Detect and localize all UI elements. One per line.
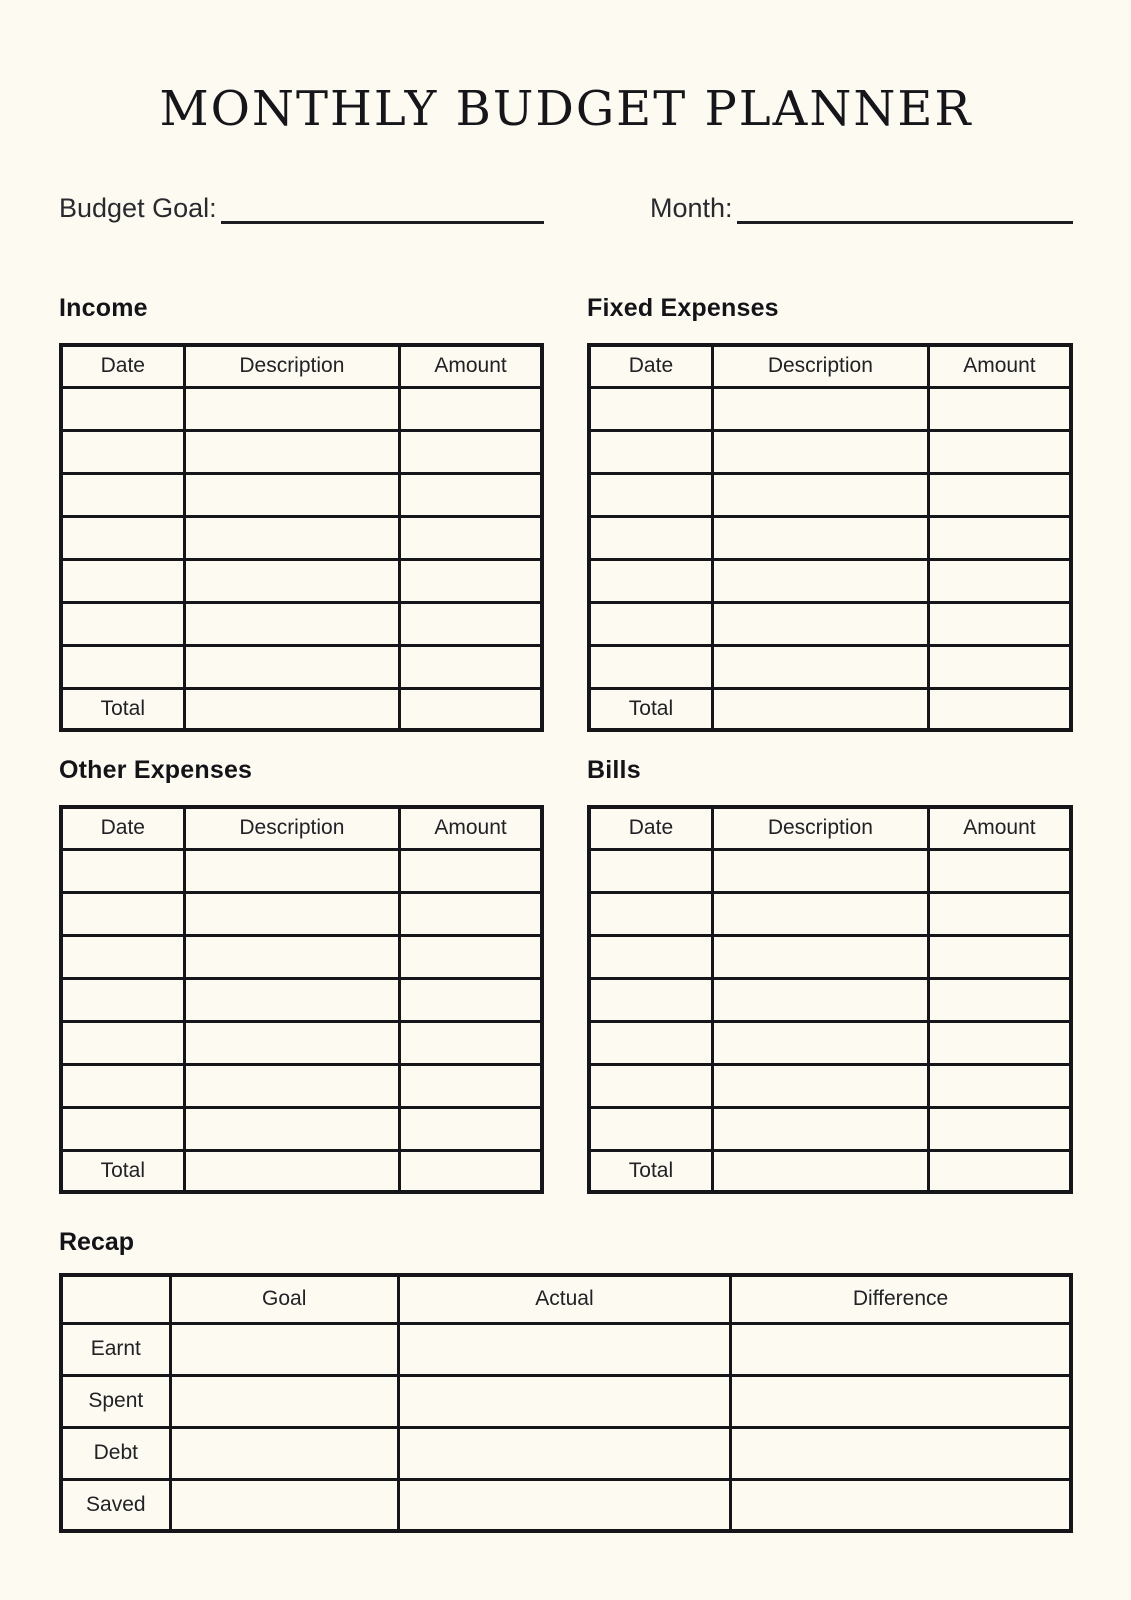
empty-cell[interactable] <box>928 935 1071 978</box>
fixed-expenses-header-row <box>589 345 1071 387</box>
empty-cell[interactable] <box>400 430 542 473</box>
band-other-bills <box>59 732 1073 1194</box>
column-header-goal: Goal <box>170 1275 398 1323</box>
empty-row <box>589 1064 1071 1107</box>
other-expenses-section <box>59 732 544 1194</box>
income-table <box>59 343 544 732</box>
empty-cell[interactable] <box>170 1479 398 1531</box>
empty-row <box>589 559 1071 602</box>
empty-cell[interactable] <box>928 1064 1071 1107</box>
empty-cell[interactable] <box>398 1479 730 1531</box>
total-description-cell[interactable] <box>184 1150 399 1192</box>
empty-cell[interactable] <box>589 387 712 430</box>
empty-cell[interactable] <box>184 602 399 645</box>
empty-cell[interactable] <box>61 1021 184 1064</box>
empty-cell[interactable] <box>589 1064 712 1107</box>
empty-cell[interactable] <box>928 645 1071 688</box>
empty-cell[interactable] <box>731 1323 1071 1375</box>
empty-cell[interactable] <box>731 1427 1071 1479</box>
other-expenses-header-row <box>61 807 542 849</box>
empty-cell[interactable] <box>184 935 399 978</box>
empty-cell[interactable] <box>61 978 184 1021</box>
empty-cell[interactable] <box>184 516 399 559</box>
column-header-date: Date <box>61 345 184 387</box>
empty-cell[interactable] <box>589 602 712 645</box>
empty-row <box>61 645 542 688</box>
empty-row <box>589 516 1071 559</box>
empty-row <box>589 430 1071 473</box>
column-header-description: Description <box>712 807 928 849</box>
empty-row <box>589 387 1071 430</box>
income-heading: Income <box>59 294 148 322</box>
column-header-date: Date <box>61 807 184 849</box>
empty-cell[interactable] <box>928 387 1071 430</box>
empty-row <box>61 1064 542 1107</box>
empty-cell[interactable] <box>712 559 928 602</box>
recap-row-earnt <box>61 1323 1071 1375</box>
column-header-amount: Amount <box>928 807 1071 849</box>
empty-row <box>61 516 542 559</box>
empty-cell[interactable] <box>589 892 712 935</box>
empty-row <box>61 559 542 602</box>
empty-cell[interactable] <box>184 387 399 430</box>
bills-section <box>587 732 1073 1194</box>
month-field <box>587 187 1073 224</box>
empty-cell[interactable] <box>589 645 712 688</box>
empty-cell[interactable] <box>589 849 712 892</box>
recap-row-label: Saved <box>61 1479 170 1531</box>
empty-cell[interactable] <box>589 978 712 1021</box>
empty-cell[interactable] <box>61 849 184 892</box>
column-header-amount: Amount <box>928 345 1071 387</box>
bills-table <box>587 805 1073 1194</box>
income-section <box>59 296 544 732</box>
total-label-cell: Total <box>61 688 184 730</box>
fixed-expenses-section <box>587 296 1073 732</box>
column-header-date: Date <box>589 345 712 387</box>
column-header-amount: Amount <box>400 807 542 849</box>
bills-total-row <box>589 1150 1071 1192</box>
empty-cell[interactable] <box>712 602 928 645</box>
total-amount-cell[interactable] <box>400 1150 542 1192</box>
recap-row-label: Debt <box>61 1427 170 1479</box>
empty-cell[interactable] <box>589 1107 712 1150</box>
fixed-expenses-total-row <box>589 688 1071 730</box>
recap-header-row <box>61 1275 1071 1323</box>
other-expenses-heading: Other Expenses <box>59 756 253 784</box>
total-amount-cell[interactable] <box>928 688 1071 730</box>
column-header-description: Description <box>184 345 399 387</box>
empty-row <box>589 935 1071 978</box>
empty-cell[interactable] <box>400 1107 542 1150</box>
empty-cell[interactable] <box>400 849 542 892</box>
empty-cell[interactable] <box>712 473 928 516</box>
empty-cell[interactable] <box>400 602 542 645</box>
recap-row-label: Spent <box>61 1375 170 1427</box>
page-title: MONTHLY BUDGET PLANNER <box>159 81 973 137</box>
recap-row-saved <box>61 1479 1071 1531</box>
empty-cell[interactable] <box>400 935 542 978</box>
empty-cell[interactable] <box>61 387 184 430</box>
empty-cell[interactable] <box>589 430 712 473</box>
empty-cell[interactable] <box>184 559 399 602</box>
recap-row-spent <box>61 1375 1071 1427</box>
empty-cell[interactable] <box>712 849 928 892</box>
empty-cell[interactable] <box>589 559 712 602</box>
empty-cell[interactable] <box>712 935 928 978</box>
empty-cell[interactable] <box>398 1427 730 1479</box>
empty-cell[interactable] <box>589 935 712 978</box>
empty-cell[interactable] <box>712 1021 928 1064</box>
empty-row <box>589 473 1071 516</box>
empty-cell[interactable] <box>61 516 184 559</box>
empty-cell[interactable] <box>712 645 928 688</box>
budget-goal-field <box>59 187 544 224</box>
total-amount-cell[interactable] <box>928 1150 1071 1192</box>
empty-cell[interactable] <box>398 1323 730 1375</box>
total-label-cell: Total <box>589 688 712 730</box>
empty-cell[interactable] <box>61 430 184 473</box>
empty-cell[interactable] <box>928 430 1071 473</box>
empty-cell[interactable] <box>400 1064 542 1107</box>
empty-cell[interactable] <box>184 473 399 516</box>
empty-cell[interactable] <box>712 430 928 473</box>
total-description-cell[interactable] <box>184 688 399 730</box>
empty-cell[interactable] <box>184 1064 399 1107</box>
empty-cell[interactable] <box>184 1107 399 1150</box>
fixed-expenses-table <box>587 343 1073 732</box>
empty-row <box>61 849 542 892</box>
empty-cell[interactable] <box>928 516 1071 559</box>
empty-row <box>589 1107 1071 1150</box>
bills-header-row <box>589 807 1071 849</box>
empty-cell[interactable] <box>928 1107 1071 1150</box>
recap-row-debt <box>61 1427 1071 1479</box>
empty-cell[interactable] <box>731 1479 1071 1531</box>
empty-row <box>61 1107 542 1150</box>
recap-heading: Recap <box>59 1228 135 1256</box>
empty-cell[interactable] <box>61 892 184 935</box>
empty-row <box>61 935 542 978</box>
empty-row <box>61 387 542 430</box>
empty-row <box>589 645 1071 688</box>
month-label: Month: <box>650 192 733 223</box>
column-header-description: Description <box>712 345 928 387</box>
other-expenses-total-row <box>61 1150 542 1192</box>
empty-row <box>589 978 1071 1021</box>
empty-cell[interactable] <box>400 645 542 688</box>
empty-cell[interactable] <box>928 892 1071 935</box>
empty-cell[interactable] <box>400 473 542 516</box>
empty-cell[interactable] <box>400 892 542 935</box>
empty-cell[interactable] <box>928 1021 1071 1064</box>
empty-cell[interactable] <box>712 892 928 935</box>
empty-cell[interactable] <box>589 473 712 516</box>
recap-row-label: Earnt <box>61 1323 170 1375</box>
total-label-cell: Total <box>589 1150 712 1192</box>
empty-cell[interactable] <box>61 1107 184 1150</box>
bills-heading: Bills <box>587 756 641 784</box>
empty-cell[interactable] <box>731 1375 1071 1427</box>
empty-cell[interactable] <box>712 978 928 1021</box>
band-income-fixed <box>59 296 1073 732</box>
empty-cell[interactable] <box>400 978 542 1021</box>
budget-goal-label: Budget Goal: <box>59 192 217 223</box>
empty-cell[interactable] <box>400 559 542 602</box>
total-description-cell[interactable] <box>712 1150 928 1192</box>
empty-cell[interactable] <box>712 1064 928 1107</box>
income-header-row <box>61 345 542 387</box>
empty-cell[interactable] <box>184 849 399 892</box>
empty-cell[interactable] <box>928 849 1071 892</box>
empty-row <box>61 430 542 473</box>
empty-cell[interactable] <box>712 1107 928 1150</box>
recap-corner-cell <box>61 1275 170 1323</box>
empty-cell[interactable] <box>712 516 928 559</box>
empty-cell[interactable] <box>398 1375 730 1427</box>
empty-cell[interactable] <box>184 645 399 688</box>
empty-cell[interactable] <box>184 430 399 473</box>
empty-row <box>61 1021 542 1064</box>
recap-section <box>59 1230 1073 1533</box>
goal-month-row <box>59 187 1073 224</box>
empty-row <box>61 602 542 645</box>
empty-cell[interactable] <box>61 559 184 602</box>
empty-row <box>589 1021 1071 1064</box>
empty-cell[interactable] <box>928 602 1071 645</box>
fixed-expenses-heading: Fixed Expenses <box>587 294 779 322</box>
empty-cell[interactable] <box>170 1323 398 1375</box>
empty-cell[interactable] <box>928 978 1071 1021</box>
empty-cell[interactable] <box>61 1064 184 1107</box>
column-header-difference: Difference <box>731 1275 1071 1323</box>
column-header-amount: Amount <box>400 345 542 387</box>
empty-cell[interactable] <box>170 1375 398 1427</box>
budget-goal-input-line[interactable] <box>221 194 544 224</box>
total-description-cell[interactable] <box>712 688 928 730</box>
empty-row <box>61 978 542 1021</box>
empty-cell[interactable] <box>184 1021 399 1064</box>
empty-row <box>589 892 1071 935</box>
empty-row <box>589 602 1071 645</box>
empty-cell[interactable] <box>589 516 712 559</box>
recap-table <box>59 1273 1073 1533</box>
column-header-date: Date <box>589 807 712 849</box>
month-input-line[interactable] <box>737 194 1073 224</box>
empty-cell[interactable] <box>184 892 399 935</box>
empty-cell[interactable] <box>400 516 542 559</box>
empty-cell[interactable] <box>61 935 184 978</box>
empty-cell[interactable] <box>184 978 399 1021</box>
empty-cell[interactable] <box>928 473 1071 516</box>
empty-cell[interactable] <box>712 387 928 430</box>
empty-cell[interactable] <box>400 1021 542 1064</box>
empty-row <box>61 473 542 516</box>
column-header-actual: Actual <box>398 1275 730 1323</box>
other-expenses-table <box>59 805 544 1194</box>
empty-cell[interactable] <box>589 1021 712 1064</box>
empty-cell[interactable] <box>400 387 542 430</box>
total-label-cell: Total <box>61 1150 184 1192</box>
empty-cell[interactable] <box>61 473 184 516</box>
empty-cell[interactable] <box>928 559 1071 602</box>
empty-cell[interactable] <box>61 602 184 645</box>
empty-row <box>589 849 1071 892</box>
empty-cell[interactable] <box>170 1427 398 1479</box>
empty-cell[interactable] <box>61 645 184 688</box>
total-amount-cell[interactable] <box>400 688 542 730</box>
income-total-row <box>61 688 542 730</box>
column-header-description: Description <box>184 807 399 849</box>
empty-row <box>61 892 542 935</box>
